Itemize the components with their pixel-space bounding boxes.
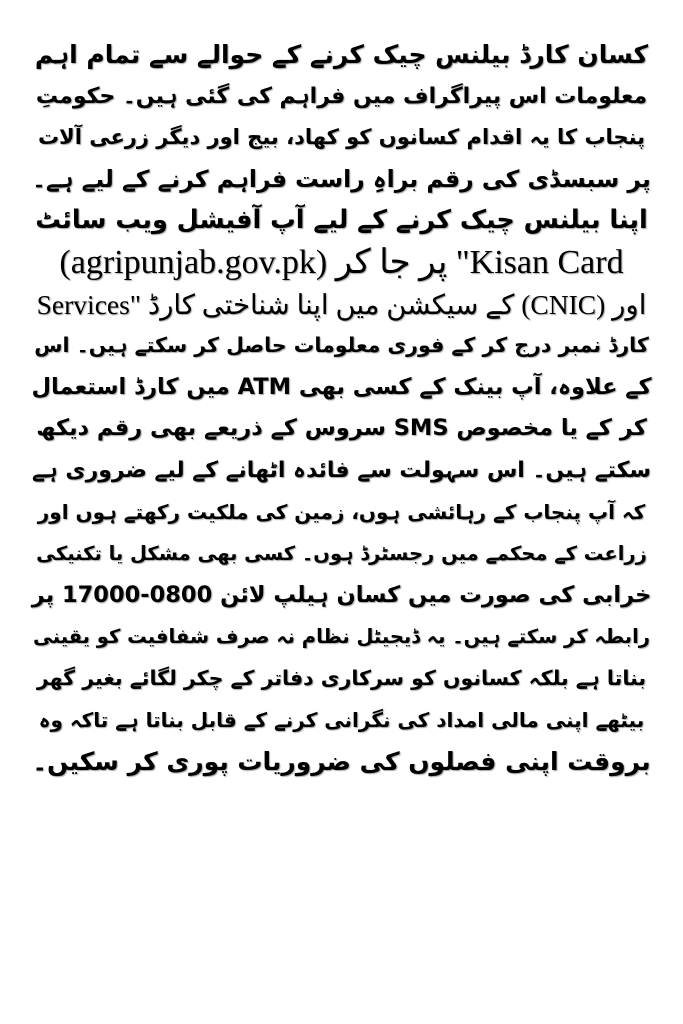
text-line-17: بیٹھے اپنی مالی امداد کی نگرانی کرنے کے قابل بناتا ہے تاکہ وہ (38, 707, 645, 732)
text-line-16: بناتا ہے بلکہ کسانوں کو سرکاری دفاتر کے چکر لگائے بغیر گھر (36, 665, 647, 690)
text-line-9-atm: کے علاوہ، آپ بینک کے کسی بھی ATM میں کارڈ استعمال (31, 373, 652, 400)
text-line-10-sms: کر کے یا مخصوص SMS سروس کے ذریعے بھی رقم دیکھ (36, 415, 647, 442)
text-line-18: بروقت اپنی فصلوں کی ضروریات پوری کر سکیں۔ (32, 747, 651, 777)
text-line-8: کارڈ نمبر درج کر کے فوری معلومات حاصل کر سکتے ہیں۔ اس (34, 333, 649, 358)
text-line-2: معلومات اس پیراگراف میں فراہم کی گئی ہیں۔ حکومتِ (35, 83, 648, 109)
text-line-5: اپنا بیلنس چیک کرنے کے لیے آپ آفیشل ویب سائٹ (35, 205, 648, 236)
text-line-1: کسان کارڈ بیلنس چیک کرنے کے حوالے سے تمام اہم (34, 40, 649, 69)
text-line-14-helpline: خرابی کی صورت میں کسان ہیلپ لائن 0800-17000 پر (31, 581, 652, 608)
text-line-4: پر سبسڈی کی رقم براہِ راست فراہم کرنے کے لیے ہے۔ (32, 164, 651, 193)
text-line-12: کہ آپ پنجاب کے رہائشی ہوں، زمین کی ملکیت رکھتے ہوں اور (37, 499, 646, 524)
urdu-article (0, 34, 683, 783)
text-line-15: رابطہ کر سکتے ہیں۔ یہ ڈیجیٹل نظام نہ صرف شفافیت کو یقینی (33, 625, 650, 649)
text-line-11: سکتے ہیں۔ اس سہولت سے فائدہ اٹھانے کے لیے ضروری ہے (31, 457, 652, 483)
text-line-6-website: (agripunjab.gov.pk) پر جا کر "Kisan Card (59, 243, 624, 281)
text-line-13: زراعت کے محکمے میں رجسٹرڈ ہوں۔ کسی بھی مشکل یا تکنیکی (36, 542, 647, 566)
text-line-7-services-cnic: Services" کے سیکشن میں اپنا شناختی کارڈ (CNIC) اور (36, 288, 647, 320)
text-line-3: پنجاب کا یہ اقدام کسانوں کو کھاد، بیج اور دیگر زرعی آلات (37, 125, 646, 150)
